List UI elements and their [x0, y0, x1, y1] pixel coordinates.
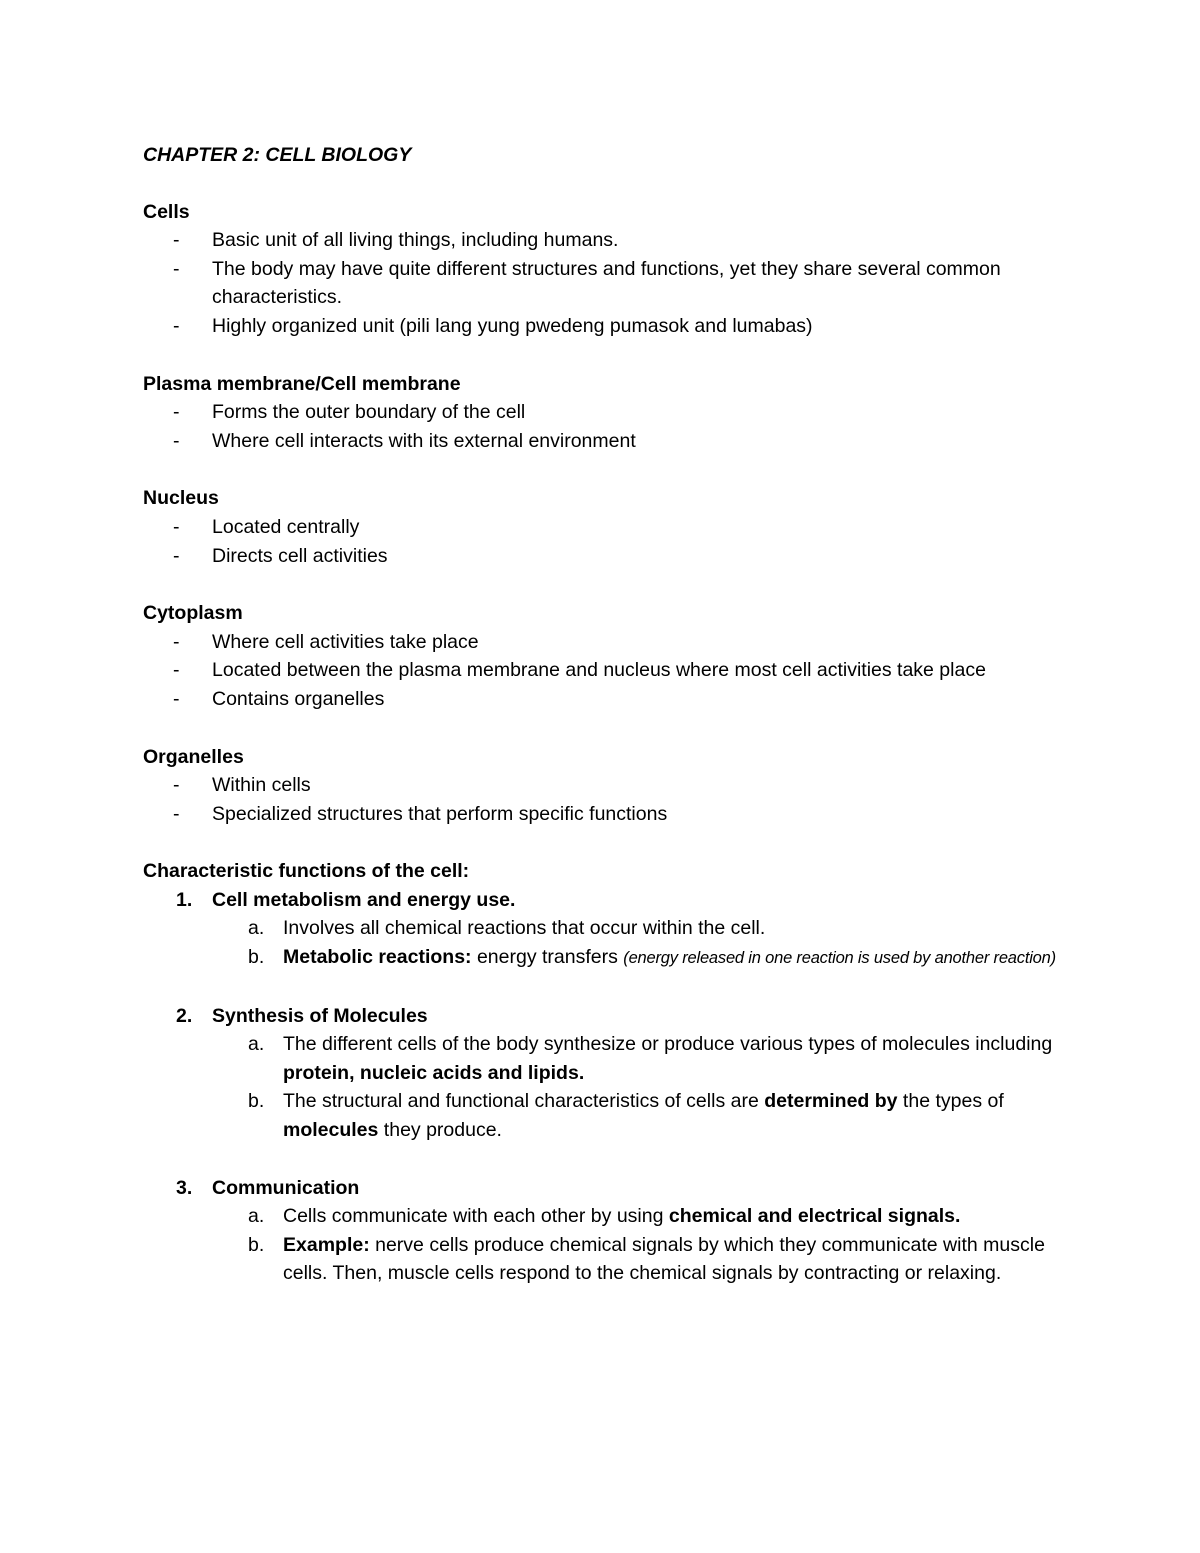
dash-bullet-icon: -: [173, 257, 180, 280]
dash-bullet-icon: -: [173, 659, 180, 682]
sub-item-text: they produce.: [378, 1119, 502, 1142]
sub-item: [212, 1202, 1073, 1231]
list-item: [143, 513, 1073, 542]
item-number: 1.: [176, 888, 193, 911]
sub-item-letter: b.: [248, 1233, 265, 1256]
sub-item-letter: a.: [248, 1205, 265, 1228]
dash-bullet-icon: -: [173, 774, 180, 797]
list-item-text: Forms the outer boundary of the cell: [212, 401, 526, 424]
bullet-list: [143, 771, 1073, 828]
list-item: [143, 226, 1073, 255]
section-heading: Cells: [143, 200, 190, 223]
section-nucleus: [143, 484, 1073, 570]
item-number: 2.: [176, 1004, 193, 1027]
sub-list: [212, 914, 1073, 972]
bullet-list: [143, 628, 1073, 714]
sub-item-letter: a.: [248, 917, 265, 940]
sub-item: [212, 1231, 1073, 1288]
sub-item-bold-text: determined by: [764, 1090, 898, 1113]
list-item-text: Within cells: [212, 774, 311, 797]
list-item-text: Directs cell activities: [212, 544, 388, 567]
sub-item-letter: b.: [248, 1090, 265, 1113]
sub-item-bold-text: molecules: [283, 1119, 379, 1142]
list-item: [143, 542, 1073, 571]
list-item: [143, 628, 1073, 657]
section-heading: Characteristic functions of the cell:: [143, 860, 470, 883]
sub-item-bold-text: protein, nucleic acids and lipids.: [283, 1061, 585, 1084]
list-item-text: The body may have quite different structures and functions, yet they share several common characteristics.: [212, 257, 1001, 309]
sub-item-text: the types of: [897, 1090, 1004, 1113]
list-item: [143, 771, 1073, 800]
dash-bullet-icon: -: [173, 630, 180, 653]
list-item: [143, 656, 1073, 685]
list-item-text: Where cell interacts with its external environment: [212, 429, 636, 452]
section-heading: Plasma membrane/Cell membrane: [143, 372, 461, 395]
section-plasma-membrane: [143, 370, 1073, 456]
item-title: Synthesis of Molecules: [212, 1004, 428, 1027]
numbered-item-metabolism: [143, 886, 1073, 973]
dash-bullet-icon: -: [173, 544, 180, 567]
list-item-text: Basic unit of all living things, including humans.: [212, 229, 619, 252]
dash-bullet-icon: -: [173, 229, 180, 252]
dash-bullet-icon: -: [173, 314, 180, 337]
sub-item-bold-text: chemical and electrical signals.: [668, 1205, 961, 1228]
sub-list: [212, 1202, 1073, 1288]
dash-bullet-icon: -: [173, 429, 180, 452]
section-heading: Cytoplasm: [143, 602, 243, 625]
sub-item-letter: a.: [248, 1033, 265, 1056]
section-organelles: [143, 743, 1073, 829]
section-cells: [143, 198, 1073, 341]
sub-item: [212, 1087, 1073, 1144]
list-item: [143, 685, 1073, 714]
list-item-text: Located centrally: [212, 515, 360, 538]
sub-item-text: Involves all chemical reactions that occur within the cell.: [283, 917, 766, 940]
list-item: [143, 312, 1073, 341]
sub-item: [212, 943, 1073, 973]
bullet-list: [143, 398, 1073, 455]
item-title: Cell metabolism and energy use.: [212, 888, 516, 911]
list-item: [143, 398, 1073, 427]
sub-item-text: The structural and functional characteristics of cells are: [283, 1090, 765, 1113]
sub-item-letter: b.: [248, 946, 265, 969]
list-item-text: Specialized structures that perform specific functions: [212, 802, 668, 825]
bullet-list: [143, 513, 1073, 570]
list-item-text: Highly organized unit (pili lang yung pwedeng pumasok and lumabas): [212, 314, 813, 337]
dash-bullet-icon: -: [173, 802, 180, 825]
sub-list: [212, 1030, 1073, 1144]
sub-item-bold-text: Metabolic reactions:: [283, 946, 472, 969]
sub-item-bold-text: Example:: [283, 1233, 370, 1256]
list-item: [143, 800, 1073, 829]
page-title: CHAPTER 2: CELL BIOLOGY: [143, 144, 412, 166]
dash-bullet-icon: -: [173, 687, 180, 710]
sub-item-text: nerve cells produce chemical signals by which they communicate with muscle cells. Then, muscle cells respond to the chemical signals by contracting or relaxing.: [283, 1233, 1045, 1285]
numbered-list: [143, 886, 1073, 1288]
list-item-text: Located between the plasma membrane and nucleus where most cell activities take place: [212, 659, 986, 682]
list-item-text: Contains organelles: [212, 687, 385, 710]
sub-item-note: (energy released in one reaction is used by another reaction): [623, 949, 1056, 968]
numbered-item-communication: [143, 1174, 1073, 1288]
list-item: [143, 255, 1073, 312]
list-item-text: Where cell activities take place: [212, 630, 479, 653]
section-heading: Nucleus: [143, 487, 219, 510]
section-heading: Organelles: [143, 745, 244, 768]
sub-item: [212, 914, 1073, 943]
document-content: [143, 141, 1073, 1288]
sub-item-text: The different cells of the body synthesize or produce various types of molecules including: [283, 1033, 1053, 1056]
list-item: [143, 427, 1073, 456]
item-number: 3.: [176, 1176, 193, 1199]
sub-item: [212, 1030, 1073, 1087]
bullet-list: [143, 226, 1073, 340]
dash-bullet-icon: -: [173, 401, 180, 424]
item-title: Communication: [212, 1176, 360, 1199]
dash-bullet-icon: -: [173, 515, 180, 538]
numbered-item-synthesis: [143, 1002, 1073, 1145]
sub-item-text: energy transfers: [471, 946, 624, 969]
section-cytoplasm: [143, 599, 1073, 713]
section-characteristic-functions: [143, 857, 1073, 1288]
sub-item-text: Cells communicate with each other by using: [283, 1205, 669, 1228]
